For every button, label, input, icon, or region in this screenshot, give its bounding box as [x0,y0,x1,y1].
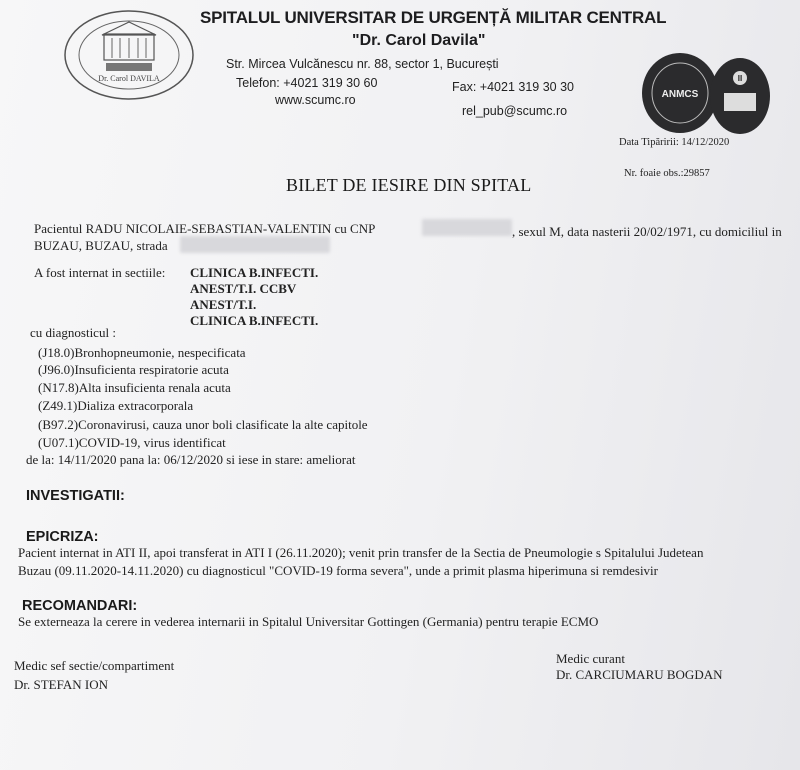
diagnosis-item: (B97.2)Coronavirusi, cauza unor boli clasificate la alte capitole [38,417,368,432]
section-item: CLINICA B.INFECTI. [190,265,319,280]
patient-details-line: , sexul M, data nasterii 20/02/1971, cu domiciliul in [512,224,782,239]
redacted-street [180,236,330,253]
hospital-name: SPITALUL UNIVERSITAR DE URGENȚĂ MILITAR CENTRAL [200,8,667,27]
print-date: Data Tipăririi: 14/12/2020 [619,137,730,148]
epicriza-text: Buzau (09.11.2020-14.11.2020) cu diagnosticul "COVID-19 forma severa", unde a primit plasma hiperimuna si remdesivir [18,563,659,578]
diagnosis-label: cu diagnosticul : [30,325,116,340]
svg-text:Dr. Carol DAVILA: Dr. Carol DAVILA [98,74,160,83]
svg-text:ANMCS: ANMCS [661,89,699,100]
recomandari-heading: RECOMANDARI: [22,598,138,614]
section-item: CLINICA B.INFECTI. [190,313,319,328]
hospital-website: www.scumc.ro [275,93,356,107]
hospital-email: rel_pub@scumc.ro [462,104,568,118]
investigatii-heading: INVESTIGATII: [26,488,125,504]
diagnosis-item: (J18.0)Bronhopneumonie, nespecificata [38,345,246,360]
diagnosis-item: (J96.0)Insuficienta respiratorie acuta [38,362,229,377]
sections-label: A fost internat in sectiile: [34,265,166,280]
attending-physician-name: Dr. CARCIUMARU BOGDAN [556,667,723,682]
hospitalization-period: de la: 14/11/2020 pana la: 06/12/2020 si iese in stare: ameliorat [26,452,356,467]
hospital-subtitle: "Dr. Carol Davila" [352,32,486,49]
patient-address-line: BUZAU, BUZAU, strada [34,238,168,253]
svg-text:II: II [737,74,743,83]
section-item: ANEST/T.I. [190,297,257,312]
recomandari-text: Se externeaza la cerere in vederea internarii in Spitalul Universitar Gottingen (Germania) pentru terapie ECMO [18,614,599,629]
section-item: ANEST/T.I. CCBV [190,281,297,296]
hospital-seal-icon [62,8,197,103]
diagnosis-item: (U07.1)COVID-19, virus identificat [38,435,226,450]
hospital-address: Str. Mircea Vulcănescu nr. 88, sector 1, București [226,57,499,71]
epicriza-text: Pacient internat in ATI II, apoi transferat in ATI I (26.11.2020); venit prin transfer de la Sectia de Pneumologie s Spitalului Judetean [18,545,704,560]
document-title: BILET DE IESIRE DIN SPITAL [286,175,532,195]
redacted-cnp [422,219,512,236]
diagnosis-item: (N17.8)Alta insuficienta renala acuta [38,380,231,395]
head-of-department-name: Dr. STEFAN ION [14,677,109,692]
epicriza-heading: EPICRIZA: [26,529,99,545]
hospital-phone: Telefon: +4021 319 30 60 [236,76,378,90]
head-of-department-role: Medic sef sectie/compartiment [14,658,175,673]
patient-name-line: Pacientul RADU NICOLAIE-SEBASTIAN-VALENTIN cu CNP [34,221,376,236]
hospital-fax: Fax: +4021 319 30 30 [452,80,574,94]
anmcs-accreditation-badge-icon [640,48,772,138]
observation-sheet-number: Nr. foaie obs.:29857 [624,168,710,179]
diagnosis-item: (Z49.1)Dializa extracorporala [38,398,194,413]
attending-physician-role: Medic curant [556,651,625,666]
